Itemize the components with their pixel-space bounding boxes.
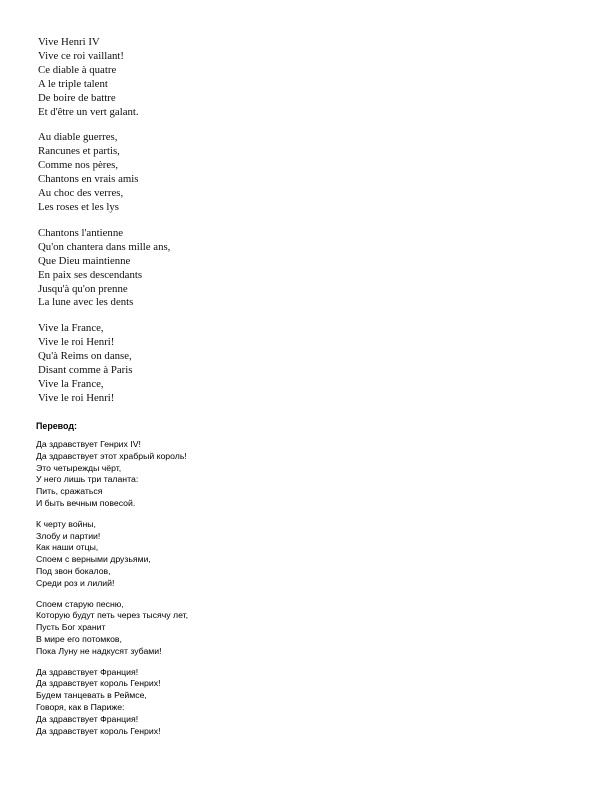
- poem-line: De boire de battre: [38, 91, 116, 104]
- poem-line: A le triple talent: [38, 77, 108, 90]
- translation-line: Которую будут петь через тысячу лет,: [36, 610, 189, 621]
- translation-line: Пусть Бог хранит: [36, 622, 106, 633]
- translation-line: И быть вечным повесой.: [36, 497, 136, 508]
- poem-line: Les roses et les lys: [38, 200, 119, 213]
- poem-line: Et d'être un vert galant.: [38, 105, 139, 118]
- translation-line: Злобу и партии!: [36, 530, 101, 541]
- translation-line: Среди роз и лилий!: [36, 577, 115, 588]
- poem-line: Que Dieu maintienne: [38, 254, 131, 267]
- french-stanza-3: [38, 227, 338, 310]
- poem-line: La lune avec les dents: [38, 296, 134, 309]
- poem-line: Disant comme à Paris: [38, 364, 133, 377]
- russian-stanza-1: [36, 439, 436, 510]
- poem-line: Qu'à Reims on danse,: [38, 350, 132, 363]
- translation-heading: Перевод:: [36, 421, 77, 431]
- translation-line: Споем с верными друзьями,: [36, 554, 151, 565]
- poem-line: Rancunes et partis,: [38, 145, 120, 158]
- russian-stanza-2: [36, 519, 436, 590]
- poem-line: Chantons l'antienne: [38, 226, 124, 239]
- translation-line: Под звон бокалов,: [36, 565, 111, 576]
- translation-line: Пить, сражаться: [36, 486, 103, 497]
- russian-stanza-3: [36, 599, 436, 658]
- poem-line: En paix ses descendants: [38, 268, 143, 281]
- french-stanza-2: [38, 131, 338, 214]
- russian-stanza-4: [36, 667, 436, 738]
- translation-line: Да здравствует этот храбрый король!: [36, 450, 187, 461]
- translation-line: Споем старую песню,: [36, 598, 124, 609]
- poem-line: Vive le roi Henri!: [38, 336, 115, 349]
- translation-line: В мире его потомков,: [36, 633, 122, 644]
- translation-line: Да здравствует Франция!: [36, 713, 139, 724]
- translation-line: Пока Луну не надкусят зубами!: [36, 645, 162, 656]
- poem-line: Qu'on chantera dans mille ans,: [38, 240, 171, 253]
- poem-line: Jusqu'à qu'on prenne: [38, 282, 128, 295]
- translation-line: Говоря, как в Париже:: [36, 701, 125, 712]
- french-stanza-4: [38, 322, 338, 405]
- translation-line: Да здравствует Генрих IV!: [36, 439, 141, 449]
- translation-line: Да здравствует король Генрих!: [36, 725, 161, 736]
- poem-line: Vive Henri IV: [38, 36, 100, 48]
- french-poem: [38, 36, 338, 418]
- translation-line: У него лишь три таланта:: [36, 474, 139, 485]
- russian-translation: [36, 420, 436, 746]
- translation-line: Будем танцевать в Реймсе,: [36, 690, 147, 701]
- poem-line: Au choc des verres,: [38, 187, 124, 200]
- poem-line: Vive la France,: [38, 322, 104, 335]
- translation-line: Да здравствует король Генрих!: [36, 678, 161, 689]
- poem-line: Comme nos pères,: [38, 159, 119, 172]
- poem-line: Vive le roi Henri!: [38, 391, 115, 404]
- poem-line: Au diable guerres,: [38, 131, 118, 144]
- poem-line: Vive ce roi vaillant!: [38, 49, 124, 62]
- poem-line: Vive la France,: [38, 377, 104, 390]
- translation-line: К черту войны,: [36, 518, 96, 529]
- translation-line: Это четырежды чёрт,: [36, 462, 122, 473]
- poem-line: Ce diable à quatre: [38, 63, 117, 76]
- translation-line: Да здравствует Франция!: [36, 666, 139, 677]
- poem-line: Chantons en vrais amis: [38, 173, 139, 186]
- translation-line: Как наши отцы,: [36, 542, 99, 553]
- french-stanza-1: [38, 36, 338, 119]
